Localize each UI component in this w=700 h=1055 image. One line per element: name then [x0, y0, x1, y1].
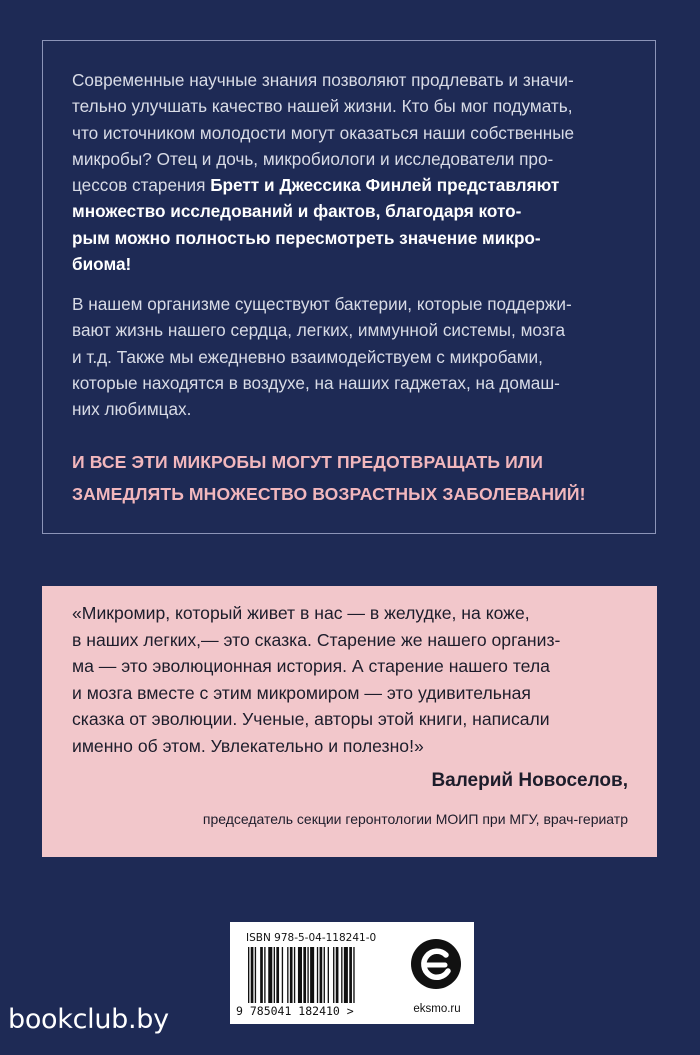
quote-author: Валерий Новоселов,: [431, 770, 628, 791]
body-line: вают жизнь нашего сердца, легких, иммунной системы, мозга: [72, 320, 566, 341]
authors-bold: Бретт и Джессика Финлей представляют: [210, 175, 560, 196]
intro-line-normal-part: цессов старения: [72, 175, 211, 196]
callout-line: ЗАМЕДЛЯТЬ МНОЖЕСТВО ВОЗРАСТНЫХ ЗАБОЛЕВАНИЙ!: [72, 484, 586, 504]
isbn-text: ISBN 978-5-04-118241-0: [246, 932, 377, 944]
quote-text: [72, 600, 628, 759]
body-line: них любимцах.: [72, 399, 192, 420]
intro-line: Современные научные знания позволяют продлевать и значи-: [72, 70, 574, 90]
eksmo-logo-icon: [410, 938, 462, 990]
quote-line: и мозга вместе с этим микромиром — это удивительная: [72, 682, 531, 703]
intro-line: тельно улучшать качество нашей жизни. Кто бы мог подумать,: [72, 96, 573, 117]
body-line: которые находятся в воздухе, на наших гаджетах, на домаш-: [72, 372, 560, 393]
quote-line: именно об этом. Увлекательно и полезно!»: [72, 735, 424, 756]
intro-line: что источником молодости могут оказаться наши собственные: [72, 122, 575, 143]
quote-line: «Микромир, который живет в нас — в желудке, на коже,: [72, 603, 530, 623]
body-line: В нашем организме существуют бактерии, которые поддержи-: [72, 294, 572, 314]
intro-bold-line: рым можно полностью пересмотреть значение микро-: [72, 227, 541, 248]
barcode-digits: 9 785041 182410 >: [236, 1004, 354, 1018]
body-line: и т.д. Также мы ежедневно взаимодействуем с микробами,: [72, 346, 543, 367]
quote-line: в наших легких,— это сказка. Старение же нашего организ-: [72, 629, 561, 650]
callout-line: И ВСЕ ЭТИ МИКРОБЫ МОГУТ ПРЕДОТВРАЩАТЬ ИЛИ: [72, 452, 544, 472]
quote-author-role: председатель секции геронтологии МОИП при МГУ, врач-гериатр: [202, 811, 628, 827]
quote-line: сказка от эволюции. Ученые, авторы этой книги, написали: [72, 709, 550, 729]
callout-text: [72, 446, 628, 510]
intro-paragraph: [72, 67, 628, 277]
watermark-text: bookclub.by: [8, 1004, 169, 1035]
barcode-icon: [246, 947, 400, 1003]
intro-bold-line: множество исследований и фактов, благодаря кото-: [72, 201, 522, 222]
body-paragraph: [72, 291, 628, 422]
intro-line: [72, 172, 628, 198]
intro-line: микробы? Отец и дочь, микробиологи и исследователи про-: [72, 148, 554, 169]
quote-line: ма — это эволюционная история. А старение нашего тела: [72, 656, 550, 676]
publisher-site: eksmo.ru: [413, 1003, 461, 1015]
intro-bold-line: биома!: [72, 254, 132, 275]
